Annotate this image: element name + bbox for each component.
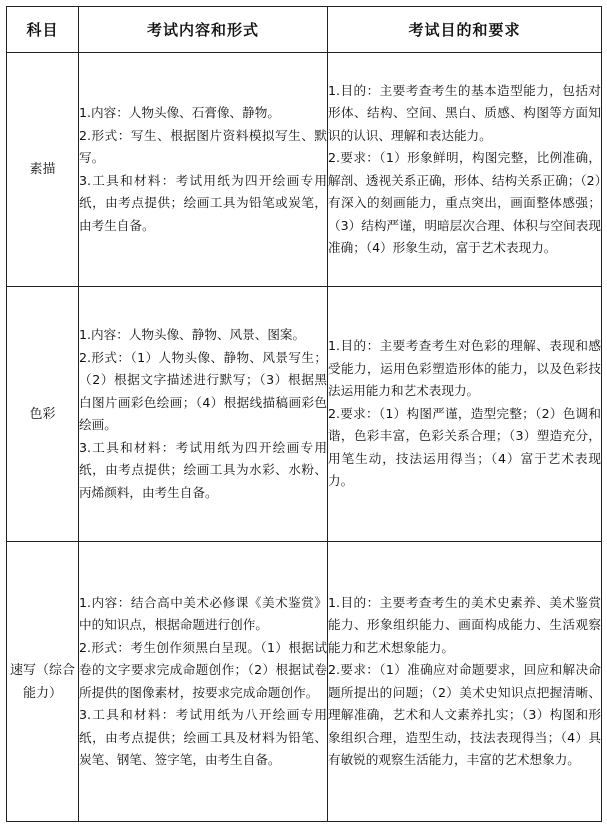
table-row-color xyxy=(7,287,602,542)
header-goals: 考试目的和要求 xyxy=(328,7,602,53)
table-row-sketch xyxy=(7,53,602,287)
content-cell xyxy=(79,287,328,542)
content-item: 3.工具和材料：考试用纸为四开绘画专用纸，由考点提供；绘画工具为铅笔或炭笔，由考生自备。 xyxy=(79,172,327,233)
content-cell xyxy=(79,542,328,822)
goal-item: 2.要求：（1）形象鲜明，构图完整，比例准确，解剖、透视关系正确，形体、结构关系正确；（2）有深入的刻画能力，重点突出，画面整体感强；（3）结构严谨，明暗层次合理、体积与空间表现准确；（4）形象生动，富于艺术表现力。 xyxy=(328,150,601,255)
subject-cell: 素描 xyxy=(7,53,79,287)
goal-item: 2.要求：（1）准确应对命题要求，回应和解决命题所提出的问题；（2）美术史知识点把握清晰、理解准确，艺术和人文素养扎实；（3）构图和形象组织合理，造型生动，技法表现得当；（4）具有敏锐的观察生活能力，丰富的艺术想象力。 xyxy=(328,662,601,767)
goal-item: 2.要求：（1）构图严谨，造型完整；（2）色调和谐，色彩丰富，色彩关系合理；（3）塑造充分，用笔生动，技法运用得当；（4）富于艺术表现力。 xyxy=(328,405,601,489)
exam-requirements-table xyxy=(6,6,602,822)
content-item: 3.工具和材料：考试用纸为四开绘画专用纸，由考点提供；绘画工具为水彩、水粉、丙烯颜料，由考生自备。 xyxy=(79,439,327,500)
content-item: 1.内容：人物头像、石膏像、静物。 xyxy=(79,105,280,120)
content-item: 2.形式：考生创作须黑白呈现。（1）根据试卷的文字要求完成命题创作；（2）根据试卷所提供的图像素材，按要求完成命题创作。 xyxy=(79,639,327,700)
table-header-row xyxy=(7,7,602,53)
subject-cell: 色彩 xyxy=(7,287,79,542)
header-content: 考试内容和形式 xyxy=(79,7,328,53)
goals-cell xyxy=(328,287,602,542)
goal-item: 1.目的：主要考查考生的美术史素养、美术鉴赏能力、形象组织能力、画面构成能力、生活观察能力和艺术想象能力。 xyxy=(328,594,601,655)
table-row-quick-sketch xyxy=(7,542,602,822)
content-item: 3.工具和材料：考试用纸为八开绘画专用纸，由考点提供；绘画工具及材料为铅笔、炭笔、钢笔、签字笔，由考生自备。 xyxy=(79,707,327,767)
content-item: 1.内容：人物头像、静物、风景、图案。 xyxy=(79,327,306,342)
content-item: 1.内容：结合高中美术必修课《美术鉴赏》中的知识点，根据命题进行创作。 xyxy=(79,594,327,632)
content-item: 2.形式：（1）人物头像、静物、风景写生；（2）根据文字描述进行默写；（3）根据黑白图片画彩色绘画；（4）根据线描稿画彩色绘画。 xyxy=(79,349,327,432)
goals-cell xyxy=(328,53,602,287)
content-item: 2.形式：写生、根据图片资料模拟写生、默写。 xyxy=(79,127,327,165)
header-subject: 科目 xyxy=(7,7,79,53)
content-cell xyxy=(79,53,328,287)
goal-item: 1.目的：主要考查考生对色彩的理解、表现和感受能力，运用色彩塑造形体的能力，以及色彩技法运用能力和艺术表现力。 xyxy=(328,338,601,399)
goals-cell xyxy=(328,542,602,822)
subject-cell: 速写（综合能力） xyxy=(7,542,79,822)
goal-item: 1.目的：主要考查考生的基本造型能力，包括对形体、结构、空间、黑白、质感、构图等方面知识的认识、理解和表达能力。 xyxy=(328,82,601,143)
